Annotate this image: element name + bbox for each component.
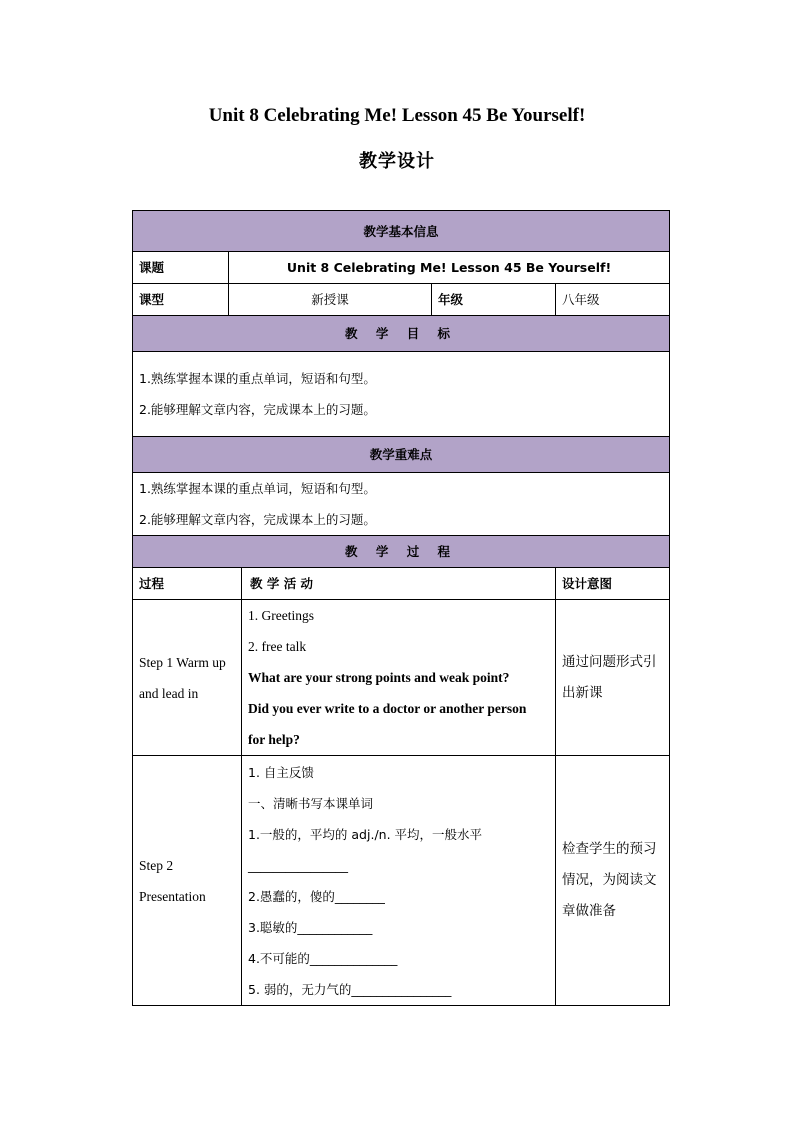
- vocab-item: 4.不可能的______________: [248, 950, 398, 966]
- step2-intent-cont: 章做准备: [562, 903, 616, 919]
- step1-name-cell: [133, 600, 242, 756]
- step1-name: Step 1 Warm up: [139, 654, 226, 670]
- step2-name-cell: [133, 756, 242, 1006]
- activity-question: for help?: [248, 732, 300, 747]
- vocab-item: 2.愚蠢的，傻的________: [248, 888, 385, 904]
- vocab-blank: ________________: [248, 857, 348, 873]
- document-subtitle: 教学设计: [359, 151, 435, 172]
- lesson-plan-table: [132, 210, 670, 1006]
- grade-value: 八年级: [556, 284, 670, 316]
- activity-line: 1. 自主反馈: [248, 764, 314, 780]
- type-value: 新授课: [229, 284, 432, 316]
- col-activity-header: 教 学 活 动: [242, 568, 556, 600]
- col-intent-header: 设计意图: [556, 568, 670, 600]
- step1-intent-cont: 出新课: [562, 684, 603, 701]
- col-process-header: 过程: [133, 568, 242, 600]
- step2-intent-cell: [556, 756, 670, 1006]
- grade-label: 年级: [432, 284, 556, 316]
- type-label: 课型: [133, 284, 229, 316]
- step1-activity-cell: [242, 600, 556, 756]
- activity-line: 1. Greetings: [248, 608, 314, 623]
- step2-intent-cont: 情况，为阅读文: [562, 872, 657, 888]
- key-points-header: 教学重难点: [133, 437, 670, 473]
- step1-intent-cell: [556, 600, 670, 756]
- activity-line: 一、清晰书写本课单词: [248, 795, 374, 811]
- step2-name-cont: Presentation: [139, 888, 206, 904]
- objective-item: 2.能够理解文章内容，完成课本上的习题。: [139, 402, 376, 417]
- step1-intent: 通过问题形式引: [562, 653, 657, 670]
- topic-label: 课题: [133, 252, 229, 284]
- key-point-item: 2.能够理解文章内容，完成课本上的习题。: [139, 512, 376, 527]
- process-header: 教 学 过 程: [133, 536, 670, 568]
- objectives-cell: [133, 352, 670, 437]
- activity-line: 2. free talk: [248, 639, 307, 654]
- step2-intent: 检查学生的预习: [562, 841, 657, 857]
- step2-activity-cell: [242, 756, 556, 1006]
- objectives-header: 教 学 目 标: [133, 316, 670, 352]
- step1-name-cont: and lead in: [139, 685, 199, 701]
- vocab-item: 1.一般的，平均的 adj./n. 平均，一般水平: [248, 826, 483, 842]
- activity-question: What are your strong points and weak point?: [248, 670, 510, 685]
- step2-name: Step 2: [139, 857, 174, 873]
- vocab-item: 3.聪敏的____________: [248, 919, 373, 935]
- objective-item: 1.熟练掌握本课的重点单词，短语和句型。: [139, 371, 376, 386]
- document-title: Unit 8 Celebrating Me! Lesson 45 Be Yourself!: [208, 105, 586, 126]
- key-point-item: 1.熟练掌握本课的重点单词，短语和句型。: [139, 481, 376, 496]
- activity-question: Did you ever write to a doctor or another person: [248, 701, 527, 716]
- key-points-cell: [133, 473, 670, 536]
- vocab-item: 5. 弱的，无力气的________________: [248, 981, 452, 997]
- topic-value: Unit 8 Celebrating Me! Lesson 45 Be Yourself!: [229, 252, 670, 284]
- basic-info-header: 教学基本信息: [133, 211, 670, 252]
